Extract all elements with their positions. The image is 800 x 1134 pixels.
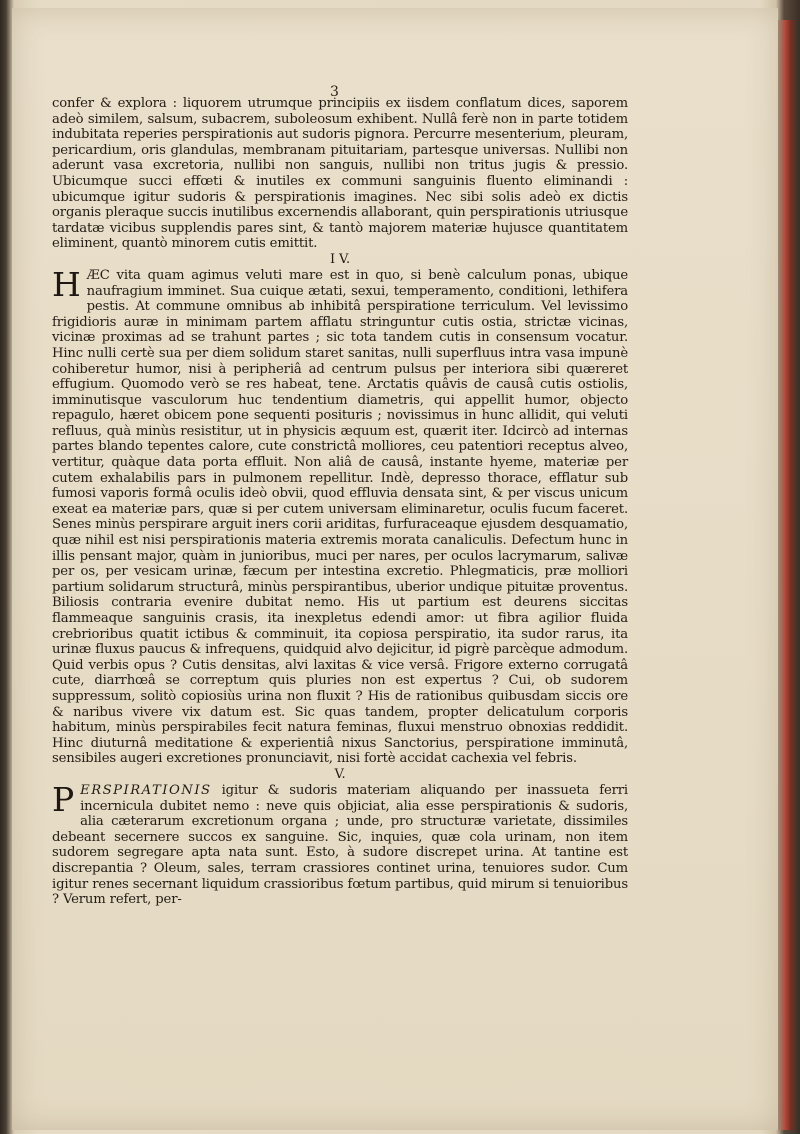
section-5-text: igitur & sudoris materiam aliquando per inassueta ferri incernicula dubitet nemo : neve quis objiciat, alia esse perspirationis & sudoris, alia cæterarum excretionum organa ; unde, pro structuræ varietate, dissimiles debeant secernere succos ex sanguine. Sic, inquies, quæ cola urinam, non item sudorem segregare apta nata sunt. Esto, à sudore discrepet urina. At tantine est discrepantia ? Oleum, sales, terram crassiores continet urina, tenuiores sudor. Cum igitur renes secernant liquidum crassioribus fœtum partibus, quid mirum si tenuioribus ? Verum refert, per- xyxy=(52,782,629,908)
section-5-paragraph xyxy=(52,779,629,908)
section-4-text: ÆC vita quam agimus veluti mare est in quo, si benè calculum ponas, ubique naufragium imminet. Sua cuique ætati, sexui, temperamento, conditioni, lethifera pestis. At commune omnibus ab inhibitâ perspiratione terriculum. Vel levissimo frigidioris auræ in minimam partem afflatu stringuntur cutis ostia, strictæ vicinas, vicinæ proximas ad se trahunt partes ; sic tota tandem cutis in consensum vocatur. Hinc nulli certè sua per diem solidum staret sanitas, nulli superfluus intra vasa impunè cohiberetur humor, nisi à peripheriâ ad centrum pulsus per interiora sibi quæreret effugium. Quomodo verò se res habeat, tene. Arctatis quâvis de causâ cutis ostiolis, imminutisque vasculorum huc tendentium diametris, qui appellit humor, objecto repagulo, hæret obicem pone sequenti posituris ; novissimus in hunc allidit, qui veluti refluus, quà minùs resistitur, ut in physicis æquum est, quærit iter. Idcircò ad internas partes blando tepentes calore, cute constrictâ molliores, ceu patentiori receptus alveo, vertitur, quàque data porta effluit. Non aliâ de causâ, instante hyeme, materiæ per cutem exhalabilis pars in pulmonem repellitur. Indè, depresso thorace, efflatur sub fumosi vaporis formâ oculis ideò obvii, quod effluvia densata sint, & per viscus unicum exeat ea materiæ pars, quæ si per cutem universam eliminaretur, oculis fucum faceret. Senes minùs perspirare arguit iners corii ariditas, furfuraceaque ejusdem desquamatio, quæ nihil est nisi perspirationis materia extremis morata canaliculis. Defectum hunc in illis pensant major, quàm in junioribus, muci per nares, per oculos lacrymarum, salivæ per os, per vesicam urinæ, fæcum per intestina excretio. Phlegmaticis, præ molliori partium solidarum structurâ, minùs perspirantibus, uberior undique pituitæ proventus. Biliosis contraria evenire dubitat nemo. His ut partium est deurens siccitas flammeaque sanguinis crasis, ita inexpletus edendi amor: ut fibra agilior fluida crebrioribus quatit ictibus & comminuit, ita copiosa perspiratio, ita sudor rarus, ita urinæ fluxus paucus & infrequens, quidquid alvo dejicitur, id pigrè parcèque admodum. Quid verbis opus ? Cutis densitas, alvi laxitas & vice versâ. Frigore externo corrugatâ cute, diarrhœâ se correptum quis pluries non est expertus ? Cui, ob sudorem suppressum, solitò copiosiùs urina non fluxit ? His de rationibus quibusdam siccis ore & naribus vivere vix datum est. Sic quas tandem, propter delicatulum corporis habitum, minùs perspirabiles fecit natura feminas, fluxui menstruo obnoxias reddidit. Hinc diuturnâ meditatione & experientiâ nixus Sanctorius, perspiratione imminutâ, sensibiles augeri excretiones pronunciavit, nisi fortè accidat cachexia vel febris. xyxy=(52,267,628,767)
section-4-paragraph xyxy=(52,264,628,767)
section-4-heading: I V. xyxy=(330,251,350,267)
section-5-dropcap: P xyxy=(52,779,75,819)
intro-paragraph: confer & explora : liquorem utrumque principiis ex iisdem conflatum dices, saporem adeò similem, salsum, subacrem, suboleosum exhibent. Nullâ ferè non in parte totidem indubitata reperies perspirationis aut sudoris pignora. Percurre mesenterium, pleuram, pericardium, oris glandulas, membranam pituitariam, partesque universas. Nullibi non aderunt vasa excretoria, nullibi non sanguis, nullibi non tritus jugis & pressio. Ubicumque succi effœti & inutiles ex communi sanguinis fluento eliminandi : ubicumque igitur sudoris & perspirationis imagines. Nec sibi solis adeò ex dictis organis pleraque succis inutilibus excernendis allaborant, quin perspirationis utriusque tardatæ vicibus supplendis pares sint, & tantò majorem materiæ hujusce quantitatem eliminent, quantò minorem cutis emittit. xyxy=(52,96,628,252)
section-5-lead: ERSPIRATIONIS xyxy=(80,782,212,798)
section-5-heading: V. xyxy=(334,766,346,782)
section-4-dropcap: H xyxy=(52,264,81,304)
book-edge xyxy=(778,20,796,1130)
page-body xyxy=(52,96,628,908)
page-number: 3 xyxy=(330,84,339,100)
